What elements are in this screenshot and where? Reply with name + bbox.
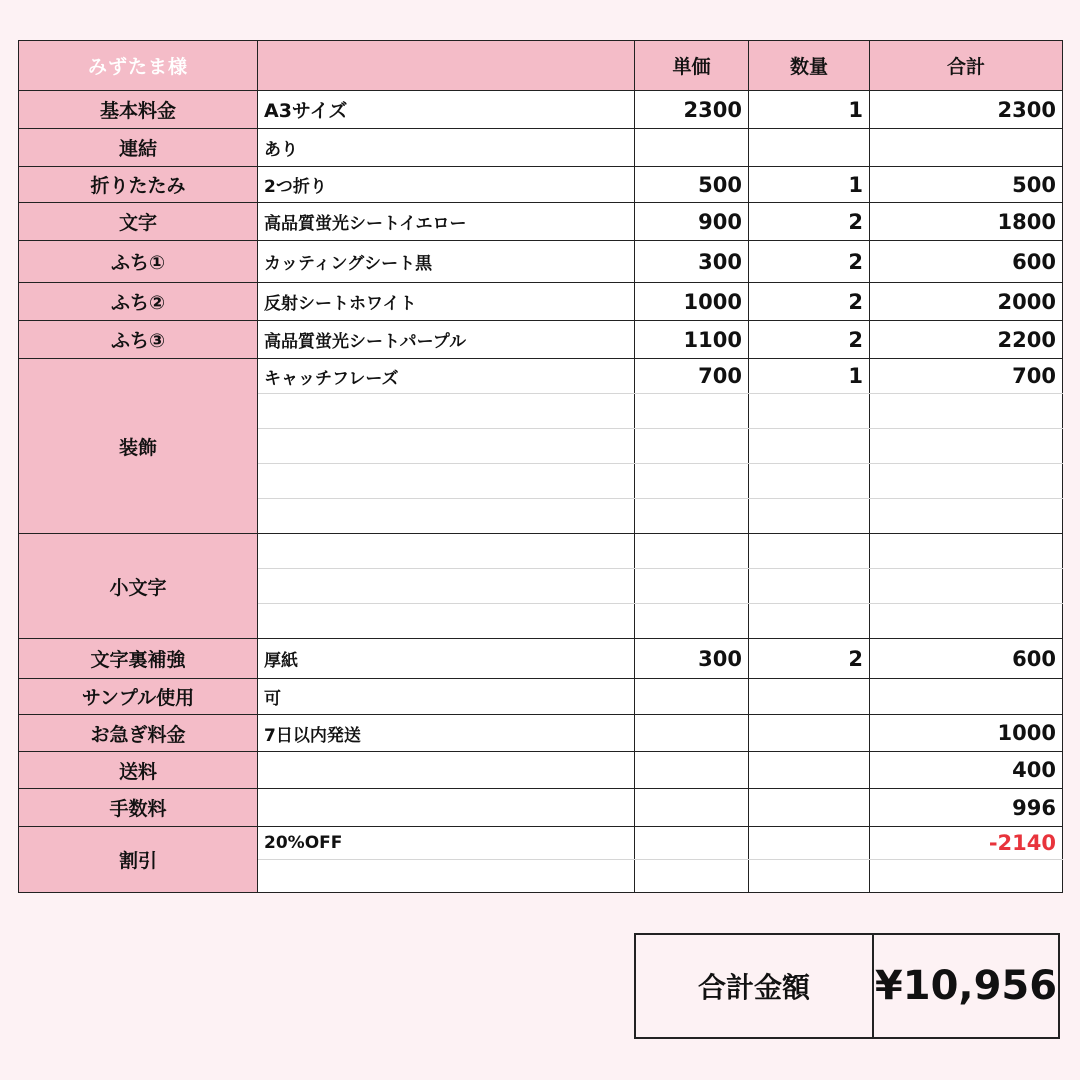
row-total: 600 <box>870 639 1063 679</box>
row-desc <box>258 534 635 569</box>
row-label: 装飾 <box>19 359 258 534</box>
table-row <box>19 167 1063 203</box>
row-label: 手数料 <box>19 789 258 827</box>
table-row <box>19 639 1063 679</box>
row-total: 1800 <box>870 203 1063 241</box>
row-qty: 2 <box>749 283 870 321</box>
row-desc: 高品質蛍光シートパープル <box>258 321 635 359</box>
row-desc: 20%OFF <box>258 827 635 860</box>
row-qty: 2 <box>749 241 870 283</box>
header-blank <box>258 41 635 91</box>
row-price: 700 <box>635 359 749 394</box>
header-unit-price: 単価 <box>635 41 749 91</box>
row-qty <box>749 752 870 789</box>
row-label: お急ぎ料金 <box>19 715 258 752</box>
estimate-table <box>18 40 1063 893</box>
row-qty <box>749 715 870 752</box>
row-total: 500 <box>870 167 1063 203</box>
row-total <box>870 534 1063 569</box>
row-total: 996 <box>870 789 1063 827</box>
row-price: 500 <box>635 167 749 203</box>
header-quantity: 数量 <box>749 41 870 91</box>
row-qty: 1 <box>749 91 870 129</box>
row-qty: 2 <box>749 321 870 359</box>
table-row <box>19 752 1063 789</box>
row-qty: 2 <box>749 203 870 241</box>
row-total <box>870 129 1063 167</box>
table-row <box>19 283 1063 321</box>
row-price <box>635 129 749 167</box>
row-desc: 厚紙 <box>258 639 635 679</box>
row-desc: 可 <box>258 679 635 715</box>
row-total: 2200 <box>870 321 1063 359</box>
row-qty: 2 <box>749 639 870 679</box>
customer-name: みずたま様 <box>19 41 258 91</box>
row-label: ふち① <box>19 241 258 283</box>
table-row <box>19 321 1063 359</box>
row-qty <box>749 534 870 569</box>
row-qty: 1 <box>749 167 870 203</box>
row-qty <box>749 789 870 827</box>
row-total-discount: -2140 <box>870 827 1063 860</box>
row-total: 700 <box>870 359 1063 394</box>
table-row <box>19 789 1063 827</box>
row-qty <box>749 827 870 860</box>
row-qty <box>749 129 870 167</box>
row-total: 400 <box>870 752 1063 789</box>
header-subtotal: 合計 <box>870 41 1063 91</box>
row-desc: 7日以内発送 <box>258 715 635 752</box>
row-label: 折りたたみ <box>19 167 258 203</box>
row-desc: 2つ折り <box>258 167 635 203</box>
row-label: 小文字 <box>19 534 258 639</box>
row-total: 1000 <box>870 715 1063 752</box>
row-label: 文字 <box>19 203 258 241</box>
table-row <box>19 827 1063 860</box>
grand-total-label: 合計金額 <box>636 935 874 1037</box>
table-row <box>19 679 1063 715</box>
row-desc: あり <box>258 129 635 167</box>
row-price <box>635 534 749 569</box>
row-label: ふち② <box>19 283 258 321</box>
row-label: 連結 <box>19 129 258 167</box>
table-row <box>19 203 1063 241</box>
row-desc: カッティングシート黒 <box>258 241 635 283</box>
row-total <box>870 679 1063 715</box>
row-label: 基本料金 <box>19 91 258 129</box>
table-row <box>19 91 1063 129</box>
table-row <box>19 715 1063 752</box>
row-label: 割引 <box>19 827 258 893</box>
row-total: 2000 <box>870 283 1063 321</box>
row-label: 文字裏補強 <box>19 639 258 679</box>
row-price: 300 <box>635 639 749 679</box>
row-desc <box>258 752 635 789</box>
row-desc: A3サイズ <box>258 91 635 129</box>
row-label: サンプル使用 <box>19 679 258 715</box>
row-price: 2300 <box>635 91 749 129</box>
table-row <box>19 359 1063 394</box>
row-desc: 高品質蛍光シートイエロー <box>258 203 635 241</box>
grand-total-value: ¥10,956 <box>874 963 1058 1009</box>
row-desc <box>258 789 635 827</box>
row-label: ふち③ <box>19 321 258 359</box>
row-price <box>635 679 749 715</box>
row-price: 900 <box>635 203 749 241</box>
row-label: 送料 <box>19 752 258 789</box>
row-price <box>635 715 749 752</box>
row-total: 2300 <box>870 91 1063 129</box>
table-row <box>19 129 1063 167</box>
header-row <box>19 41 1063 91</box>
table-row <box>19 534 1063 569</box>
row-price: 1000 <box>635 283 749 321</box>
table-row <box>19 241 1063 283</box>
row-qty <box>749 679 870 715</box>
row-desc: 反射シートホワイト <box>258 283 635 321</box>
row-desc: キャッチフレーズ <box>258 359 635 394</box>
row-price: 1100 <box>635 321 749 359</box>
row-price <box>635 752 749 789</box>
grand-total-box <box>634 933 1060 1039</box>
row-price <box>635 789 749 827</box>
row-price <box>635 827 749 860</box>
row-qty: 1 <box>749 359 870 394</box>
row-price: 300 <box>635 241 749 283</box>
row-total: 600 <box>870 241 1063 283</box>
